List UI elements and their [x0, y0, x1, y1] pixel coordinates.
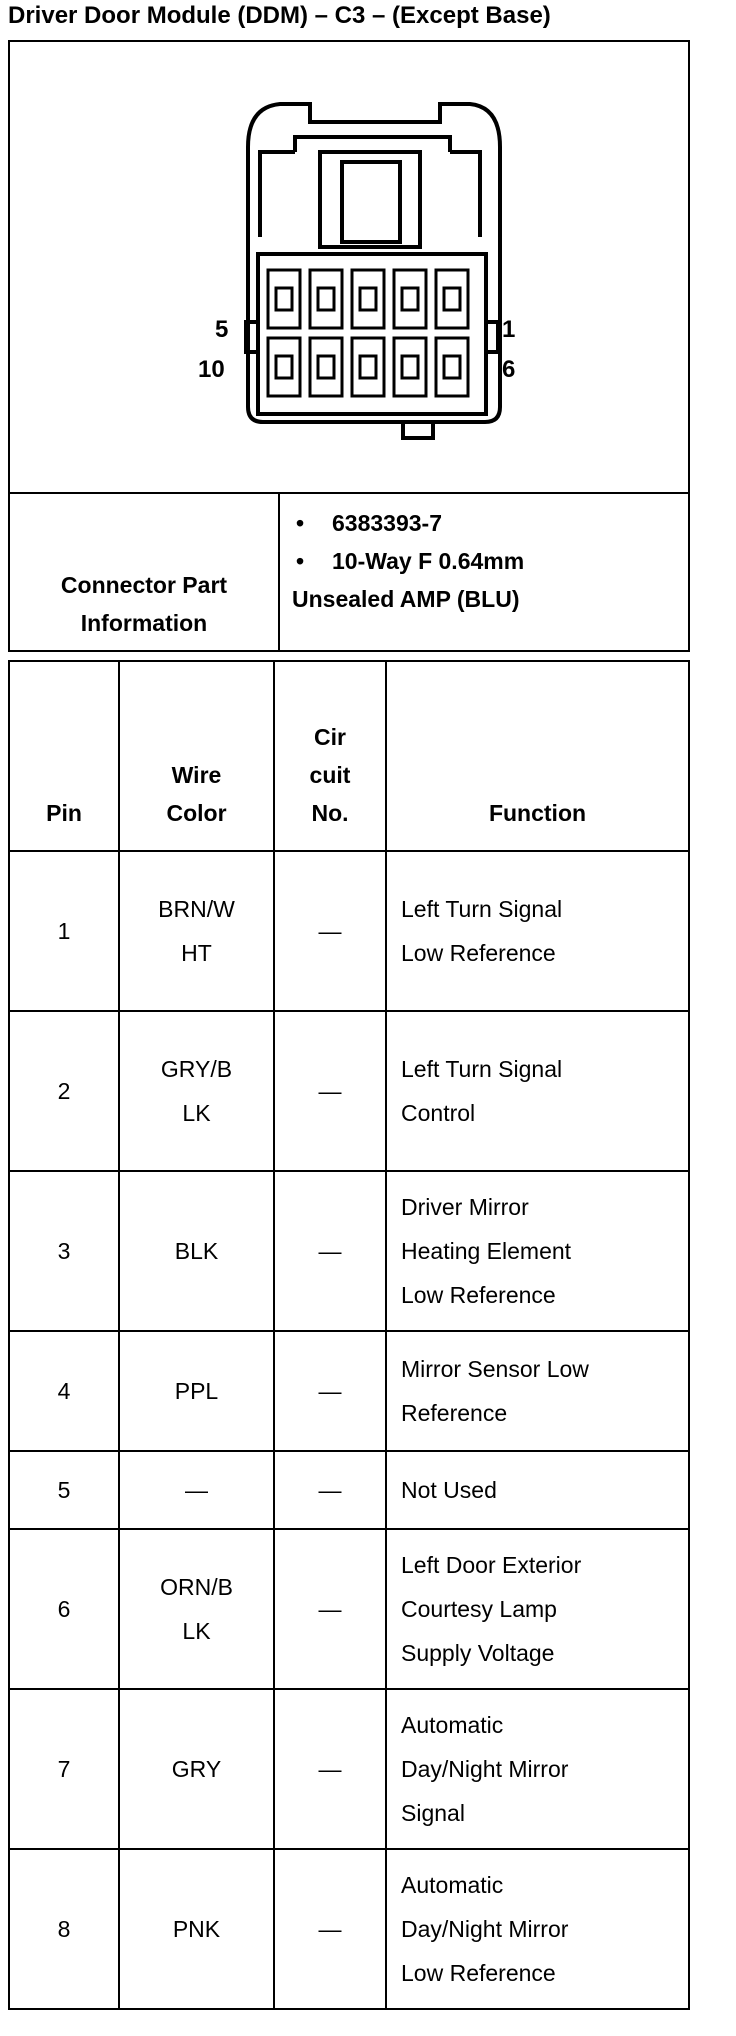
header-circuit-no: Cir cuit No.: [274, 661, 386, 851]
connector-diagram-panel: [8, 40, 690, 500]
terminal-contact: [318, 356, 334, 378]
terminal-contact: [360, 288, 376, 310]
circuit-cell: —: [274, 1171, 386, 1331]
circuit-cell: —: [274, 1451, 386, 1529]
terminal-contact: [276, 288, 292, 310]
circuit-cell: —: [274, 851, 386, 1011]
terminal-contact: [444, 356, 460, 378]
circuit-cell: —: [274, 1529, 386, 1689]
pin-label-top-right: 1: [502, 316, 516, 343]
terminal-contact: [360, 356, 376, 378]
document-title: Driver Door Module (DDM) – C3 – (Except Base): [8, 2, 551, 29]
connector-type-continuation: Unsealed AMP (BLU): [292, 586, 520, 612]
table-row: [9, 1331, 689, 1451]
pin-cell: 2: [9, 1011, 119, 1171]
terminal-cavity: [268, 338, 300, 396]
part-info-label-line2: Information: [80, 610, 208, 636]
wire-color-cell: —: [119, 1451, 274, 1529]
function-cell: Driver Mirror Heating Element Low Reference: [386, 1171, 689, 1331]
circuit-cell: —: [274, 1689, 386, 1849]
terminal-cavity: [310, 338, 342, 396]
pin-cell: 8: [9, 1849, 119, 2009]
table-row: [9, 851, 689, 1011]
terminal-cavity: [352, 338, 384, 396]
pin-cell: 7: [9, 1689, 119, 1849]
header-function: Function: [386, 661, 689, 851]
connector-part-info: [8, 492, 690, 652]
pin-cell: 6: [9, 1529, 119, 1689]
function-cell: Not Used: [386, 1451, 689, 1529]
pin-cell: 1: [9, 851, 119, 1011]
function-cell: Automatic Day/Night Mirror Low Reference: [386, 1849, 689, 2009]
wire-color-cell: PPL: [119, 1331, 274, 1451]
pin-cell: 3: [9, 1171, 119, 1331]
part-info-details: [280, 494, 688, 650]
wire-color-cell: GRY/B LK: [119, 1011, 274, 1171]
terminal-cavity: [394, 270, 426, 328]
connector-face-diagram: [10, 42, 690, 497]
wire-color-cell: BLK: [119, 1171, 274, 1331]
part-info-label-line1: Connector Part: [60, 572, 228, 598]
terminal-cavity: [268, 270, 300, 328]
table-row: [9, 1689, 689, 1849]
wire-color-cell: PNK: [119, 1849, 274, 2009]
wire-color-cell: ORN/B LK: [119, 1529, 274, 1689]
wire-color-cell: BRN/W HT: [119, 851, 274, 1011]
pin-label-bottom-left: 10: [198, 356, 225, 383]
function-cell: Mirror Sensor Low Reference: [386, 1331, 689, 1451]
pin-cell: 5: [9, 1451, 119, 1529]
pinout-table: [8, 660, 690, 2010]
pinout-header-row: [9, 661, 689, 851]
terminal-contact: [444, 288, 460, 310]
terminal-cavity: [436, 270, 468, 328]
table-row: [9, 1849, 689, 2009]
pin-cell: 4: [9, 1331, 119, 1451]
table-row: [9, 1171, 689, 1331]
table-row: [9, 1451, 689, 1529]
part-number-item: • 6383393-7: [296, 510, 442, 536]
circuit-cell: —: [274, 1011, 386, 1171]
header-wire-color: Wire Color: [119, 661, 274, 851]
terminal-contact: [402, 288, 418, 310]
pin-label-bottom-right: 6: [502, 356, 516, 383]
table-row: [9, 1529, 689, 1689]
function-cell: Left Door Exterior Courtesy Lamp Supply Voltage: [386, 1529, 689, 1689]
circuit-cell: —: [274, 1331, 386, 1451]
function-cell: Left Turn Signal Control: [386, 1011, 689, 1171]
pin-label-top-left: 5: [215, 316, 229, 343]
terminal-contact: [402, 356, 418, 378]
function-cell: Left Turn Signal Low Reference: [386, 851, 689, 1011]
circuit-cell: —: [274, 1849, 386, 2009]
wire-color-cell: GRY: [119, 1689, 274, 1849]
terminal-cavity: [352, 270, 384, 328]
terminal-contact: [276, 356, 292, 378]
table-row: [9, 1011, 689, 1171]
terminal-cavity: [394, 338, 426, 396]
connector-type-item: • 10-Way F 0.64mm: [296, 548, 525, 574]
terminal-cavity: [310, 270, 342, 328]
function-cell: Automatic Day/Night Mirror Signal: [386, 1689, 689, 1849]
terminal-contact: [318, 288, 334, 310]
terminal-cavity: [436, 338, 468, 396]
header-pin: Pin: [9, 661, 119, 851]
part-info-label: [10, 494, 280, 650]
